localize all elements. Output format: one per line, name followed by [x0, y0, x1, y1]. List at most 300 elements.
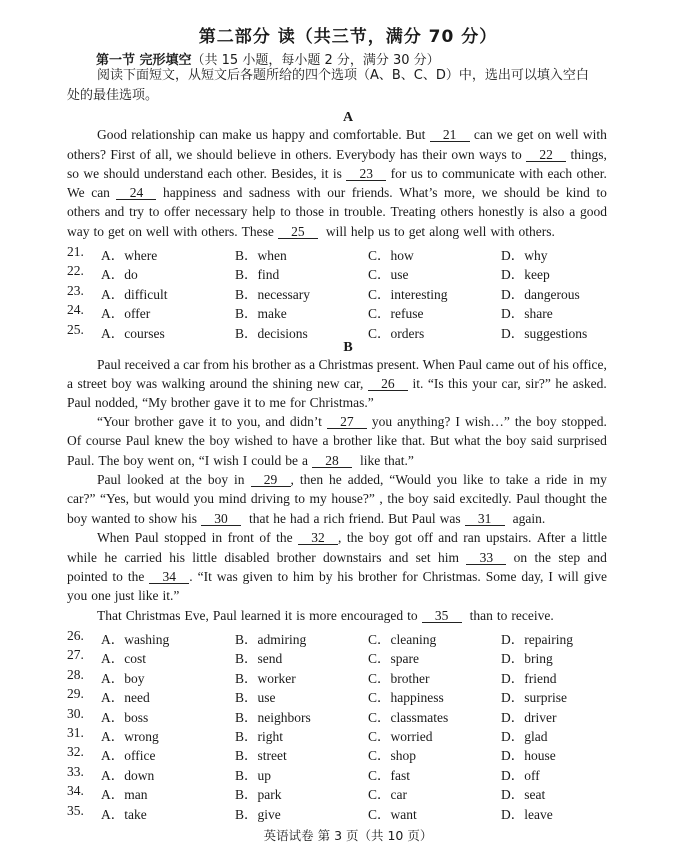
word: received: [124, 357, 171, 372]
blank-underline: 32: [298, 531, 338, 545]
word: The: [98, 453, 120, 468]
blank-underline: 27: [327, 415, 367, 429]
word: “Yes,: [100, 491, 130, 506]
word: gave: [178, 414, 204, 429]
blank-underline: 23: [346, 167, 386, 181]
answer-option: C．classmates: [368, 709, 449, 725]
question-number: 32.: [67, 744, 84, 760]
word: help: [350, 224, 375, 239]
answer-option: D．friend: [501, 670, 557, 686]
question-number: 31.: [67, 725, 84, 740]
word: relationship: [131, 127, 195, 142]
word: to: [427, 166, 438, 181]
word: “Would: [389, 472, 431, 487]
word: our: [327, 185, 346, 200]
word: to: [407, 608, 418, 623]
answer-option: A．offer: [101, 306, 151, 322]
word: These: [241, 224, 274, 239]
passage-line: [67, 491, 607, 507]
word: his: [553, 357, 569, 372]
passage-line: [97, 530, 607, 546]
answer-option: B．necessary: [235, 286, 310, 302]
word: will: [325, 224, 347, 239]
word: me: [269, 395, 286, 410]
word: help: [252, 204, 276, 219]
word: have: [292, 433, 318, 448]
answer-option: A．office: [101, 748, 156, 764]
answer-option: D．leave: [501, 806, 553, 822]
word: his: [181, 511, 198, 526]
word: was: [216, 569, 238, 584]
word: I: [548, 569, 553, 584]
word: you: [371, 414, 393, 429]
word: little: [582, 530, 607, 545]
blank-underline: 29: [251, 473, 291, 487]
word: to: [489, 472, 500, 487]
word: to: [511, 147, 522, 162]
word: car,: [344, 376, 364, 391]
word: good: [579, 204, 607, 219]
question-number: 23.: [67, 282, 84, 298]
passage-line: [67, 511, 607, 527]
word: it.”: [162, 588, 180, 603]
answer-option: B．worker: [235, 670, 296, 686]
word: believe: [237, 147, 277, 162]
word: shining: [272, 376, 313, 391]
word: Treating: [390, 204, 436, 219]
blank-number: [422, 608, 466, 624]
word: is: [528, 204, 538, 219]
word: around: [209, 376, 248, 391]
passage-line: [67, 550, 607, 566]
word: us: [410, 166, 423, 181]
question-number: 35.: [67, 802, 84, 818]
word: car?”: [67, 491, 96, 506]
answer-option: C．car: [368, 787, 407, 803]
word: present.: [376, 357, 420, 372]
word: boy: [111, 376, 132, 391]
blank-underline: 33: [466, 551, 506, 565]
word: thought: [544, 491, 586, 506]
word: make: [222, 127, 252, 142]
word: Paul: [516, 491, 541, 506]
word: that.”: [384, 453, 414, 468]
word: him: [293, 569, 315, 584]
word: you: [436, 472, 458, 487]
word: others: [440, 204, 474, 219]
word: it: [284, 608, 293, 623]
word: and: [265, 414, 285, 429]
answer-option: D．keep: [501, 267, 550, 283]
word: other.: [576, 166, 607, 181]
word: try: [129, 204, 145, 219]
word: “It: [197, 569, 212, 584]
word: in: [211, 530, 223, 545]
answer-option: C．orders: [368, 325, 425, 341]
answer-option: D．repairing: [501, 632, 573, 647]
word: offer: [164, 204, 191, 219]
word: it: [208, 414, 217, 429]
word: we: [176, 147, 193, 162]
word: looked: [126, 472, 164, 487]
word: on,: [177, 453, 195, 468]
word: for: [401, 569, 418, 584]
word: to: [221, 414, 232, 429]
word: anything?: [397, 414, 451, 429]
answer-option: A．take: [101, 806, 147, 822]
passage-line: [67, 166, 607, 182]
word: with: [296, 185, 321, 200]
word: he: [104, 550, 118, 565]
blank-number: [327, 414, 367, 430]
instructions-line-1: 阅读下面短文，从短文后各题所给的四个选项（A、B、C、D）中，选出可以填入空白: [97, 68, 589, 83]
word: we: [481, 185, 498, 200]
word: other.: [236, 166, 267, 181]
word: got: [394, 530, 412, 545]
word: ways: [479, 147, 507, 162]
word: could: [251, 453, 282, 468]
answer-option: C．use: [368, 267, 409, 283]
answer-option: B．neighbors: [235, 709, 311, 725]
word: should: [503, 185, 540, 200]
question-number: 34.: [67, 783, 84, 799]
word: the: [346, 530, 364, 545]
answer-option: A．do: [101, 267, 138, 283]
word: is: [296, 608, 306, 623]
word: brother: [170, 395, 210, 410]
word: we: [496, 127, 513, 142]
passage-line: [97, 357, 607, 373]
word: us: [378, 224, 391, 239]
word: rich: [323, 511, 345, 526]
word: way: [67, 224, 90, 239]
word: “I: [198, 453, 210, 468]
word: Everybody: [336, 147, 396, 162]
answer-option: B．when: [235, 248, 287, 263]
passage-line: [67, 376, 607, 392]
word: Paul: [411, 511, 436, 526]
word: to: [254, 395, 266, 410]
word: can: [91, 185, 110, 200]
question-number: 29.: [67, 686, 84, 702]
word: should: [196, 147, 233, 162]
word: happy: [272, 127, 305, 142]
word: along: [429, 224, 460, 239]
word: show: [148, 511, 178, 526]
word: those: [295, 204, 325, 219]
blank-underline: 31: [465, 512, 505, 526]
word: encouraged: [340, 608, 404, 623]
word: knew: [154, 433, 184, 448]
word: brother: [358, 569, 398, 584]
word: When: [97, 530, 130, 545]
word: the: [185, 472, 202, 487]
word: mind: [218, 491, 247, 506]
word: Paul: [97, 357, 122, 372]
word: on: [537, 127, 552, 142]
word: his: [169, 550, 185, 565]
word: front: [227, 530, 254, 545]
word: new: [317, 376, 340, 391]
word: like: [138, 588, 159, 603]
word: and: [388, 550, 409, 565]
answer-option: C．shop: [368, 748, 417, 764]
word: to: [277, 569, 289, 584]
passage-line: [97, 414, 607, 430]
word: and: [222, 185, 243, 200]
word: gave: [213, 395, 240, 410]
word: while: [67, 550, 97, 565]
answer-option: B．park: [235, 787, 282, 803]
word: wished: [234, 433, 273, 448]
word: wish…”: [464, 414, 510, 429]
word: the: [276, 530, 293, 545]
word: understand: [143, 166, 204, 181]
word: But: [405, 127, 426, 142]
blank-underline: 21: [430, 128, 470, 142]
word: can: [473, 127, 493, 142]
word: But: [388, 511, 408, 526]
word: stopped.: [561, 414, 607, 429]
word: “My: [142, 395, 167, 410]
passage-line: [97, 608, 607, 624]
word: a: [309, 357, 316, 372]
passage-line: [67, 185, 607, 201]
word: more: [309, 608, 337, 623]
word: Eve,: [184, 608, 209, 623]
word: can: [199, 127, 218, 142]
word: given: [242, 569, 273, 584]
word: this: [448, 376, 468, 391]
answer-option: D．share: [501, 306, 553, 322]
question-number: 21.: [67, 244, 84, 259]
word: boy: [123, 453, 144, 468]
word: like: [376, 433, 398, 448]
word: step: [558, 550, 581, 565]
answer-option: B．give: [235, 806, 281, 822]
word: in: [573, 472, 584, 487]
blank-underline: 34: [149, 570, 189, 584]
word: what: [454, 433, 481, 448]
answer-option: C．brother: [368, 670, 430, 686]
word: you: [193, 491, 214, 506]
word: happiness: [163, 185, 217, 200]
passage-line: [97, 127, 607, 143]
word: Christmas.”: [309, 395, 374, 410]
word: but: [133, 491, 151, 506]
word: added,: [347, 472, 384, 487]
answer-option: B．decisions: [235, 325, 308, 341]
word: others: [67, 204, 100, 219]
word: in: [328, 204, 340, 219]
word: that.: [401, 433, 426, 448]
word: the: [484, 433, 502, 448]
answer-option: A．washing: [101, 632, 170, 647]
word: boy: [536, 414, 557, 429]
word: in: [234, 472, 245, 487]
word: by: [318, 569, 333, 584]
answer-option: C．worried: [368, 729, 433, 744]
word: a: [302, 453, 309, 468]
word: to: [93, 224, 105, 239]
answer-option: A．need: [101, 690, 150, 706]
word: with: [582, 127, 607, 142]
passage-line: [97, 472, 607, 488]
word: Paul: [134, 530, 159, 545]
word: a: [173, 357, 180, 372]
word: things,: [570, 147, 607, 162]
answer-option: B．find: [235, 267, 280, 283]
word: came: [485, 357, 515, 372]
word: But: [429, 433, 450, 448]
word: will: [557, 569, 579, 584]
word: receive.: [511, 608, 554, 623]
answer-option: B．right: [235, 729, 284, 744]
word: house?”: [331, 491, 375, 506]
blank-number: [346, 166, 386, 182]
question-number: 25.: [67, 321, 84, 337]
word: from: [203, 357, 230, 372]
word: “Is: [427, 376, 444, 391]
word: for: [390, 166, 407, 181]
answer-option: D．bring: [501, 651, 553, 667]
word: didn’t: [289, 414, 322, 429]
word: like: [463, 472, 484, 487]
passage-line: [67, 588, 607, 604]
word: sadness: [248, 185, 291, 200]
answer-option: B．street: [235, 748, 287, 764]
word: like: [360, 453, 381, 468]
word: is: [332, 166, 342, 181]
word: the: [251, 376, 269, 391]
word: surprised: [557, 433, 607, 448]
word: ride: [546, 472, 568, 487]
word: Paul: [458, 357, 483, 372]
word: with: [490, 224, 515, 239]
word: When: [422, 357, 455, 372]
word: he: [273, 511, 287, 526]
passage-line: [67, 147, 607, 163]
word: Paul.: [67, 453, 95, 468]
blank-number: [116, 185, 156, 201]
answer-option: A．difficult: [101, 286, 168, 302]
word: each: [547, 166, 573, 181]
word: to: [134, 511, 145, 526]
word: driving: [250, 491, 290, 506]
word: one: [91, 588, 111, 603]
answer-option: C．refuse: [368, 306, 424, 322]
word: brother: [333, 433, 373, 448]
word: comfortable.: [333, 127, 402, 142]
word: asked.: [572, 376, 607, 391]
word: downstairs: [323, 550, 382, 565]
word: others.: [295, 147, 332, 162]
word: a: [322, 433, 329, 448]
word: said: [531, 433, 553, 448]
word: the: [188, 433, 205, 448]
word: to: [277, 433, 288, 448]
word: upstairs.: [485, 530, 532, 545]
word: Christmas: [318, 357, 374, 372]
word: a: [313, 511, 320, 526]
word: brother: [134, 414, 174, 429]
word: Besides,: [271, 166, 317, 181]
word: Some: [485, 569, 517, 584]
word: said: [433, 491, 455, 506]
word: communicate: [441, 166, 515, 181]
blank-number: 29 ,: [251, 472, 294, 488]
question-number: 22.: [67, 263, 84, 279]
answer-option: A．boss: [101, 709, 149, 725]
word: the: [590, 491, 607, 506]
blank-underline: 30: [201, 512, 241, 526]
word: that: [249, 511, 270, 526]
passage-line: [67, 569, 607, 585]
word: friends.: [351, 185, 393, 200]
word: course: [85, 433, 122, 448]
question-number: 27.: [67, 647, 84, 663]
word: was: [136, 376, 158, 391]
word: the: [127, 569, 145, 584]
word: others.: [518, 224, 555, 239]
word: was: [439, 511, 461, 526]
answer-option: A．wrong: [101, 729, 159, 744]
blank-number: [526, 147, 566, 163]
passage-line: [67, 433, 607, 449]
answer-option: C．interesting: [368, 286, 448, 302]
word: his: [337, 569, 354, 584]
word: well: [463, 224, 487, 239]
answer-option: A．where: [101, 248, 158, 263]
word: friend.: [348, 511, 385, 526]
word: take: [505, 472, 529, 487]
word: Of: [67, 433, 82, 448]
word: What’s: [399, 185, 438, 200]
answer-option: B．make: [235, 306, 287, 322]
word: brother: [251, 357, 291, 372]
answer-option: B．use: [235, 690, 276, 706]
question-number: 26.: [67, 628, 84, 643]
blank-number: [278, 224, 322, 240]
blank-number: 32 ,: [298, 530, 341, 546]
word: We: [67, 185, 85, 200]
word: to: [596, 185, 607, 200]
word: Paul: [67, 395, 92, 410]
word: walking: [161, 376, 206, 391]
word: little: [192, 550, 218, 565]
word: of: [139, 147, 151, 162]
answer-option: A．courses: [101, 325, 165, 341]
word: nodded,: [95, 395, 139, 410]
word: boy: [368, 530, 390, 545]
word: he: [329, 472, 342, 487]
blank-number: [201, 511, 245, 527]
word: trouble.: [344, 204, 386, 219]
word: own: [451, 147, 475, 162]
word: Paul: [125, 433, 150, 448]
word: get: [108, 224, 125, 239]
question-number: 33.: [67, 763, 84, 779]
word: each: [207, 166, 233, 181]
word: out: [517, 357, 535, 372]
word: car,: [501, 376, 521, 391]
word: to: [148, 204, 160, 219]
word: sir?”: [525, 376, 551, 391]
word: boy: [207, 472, 229, 487]
answer-option: D．driver: [501, 709, 557, 725]
question-number: 24.: [67, 302, 84, 318]
word: his: [232, 357, 249, 372]
